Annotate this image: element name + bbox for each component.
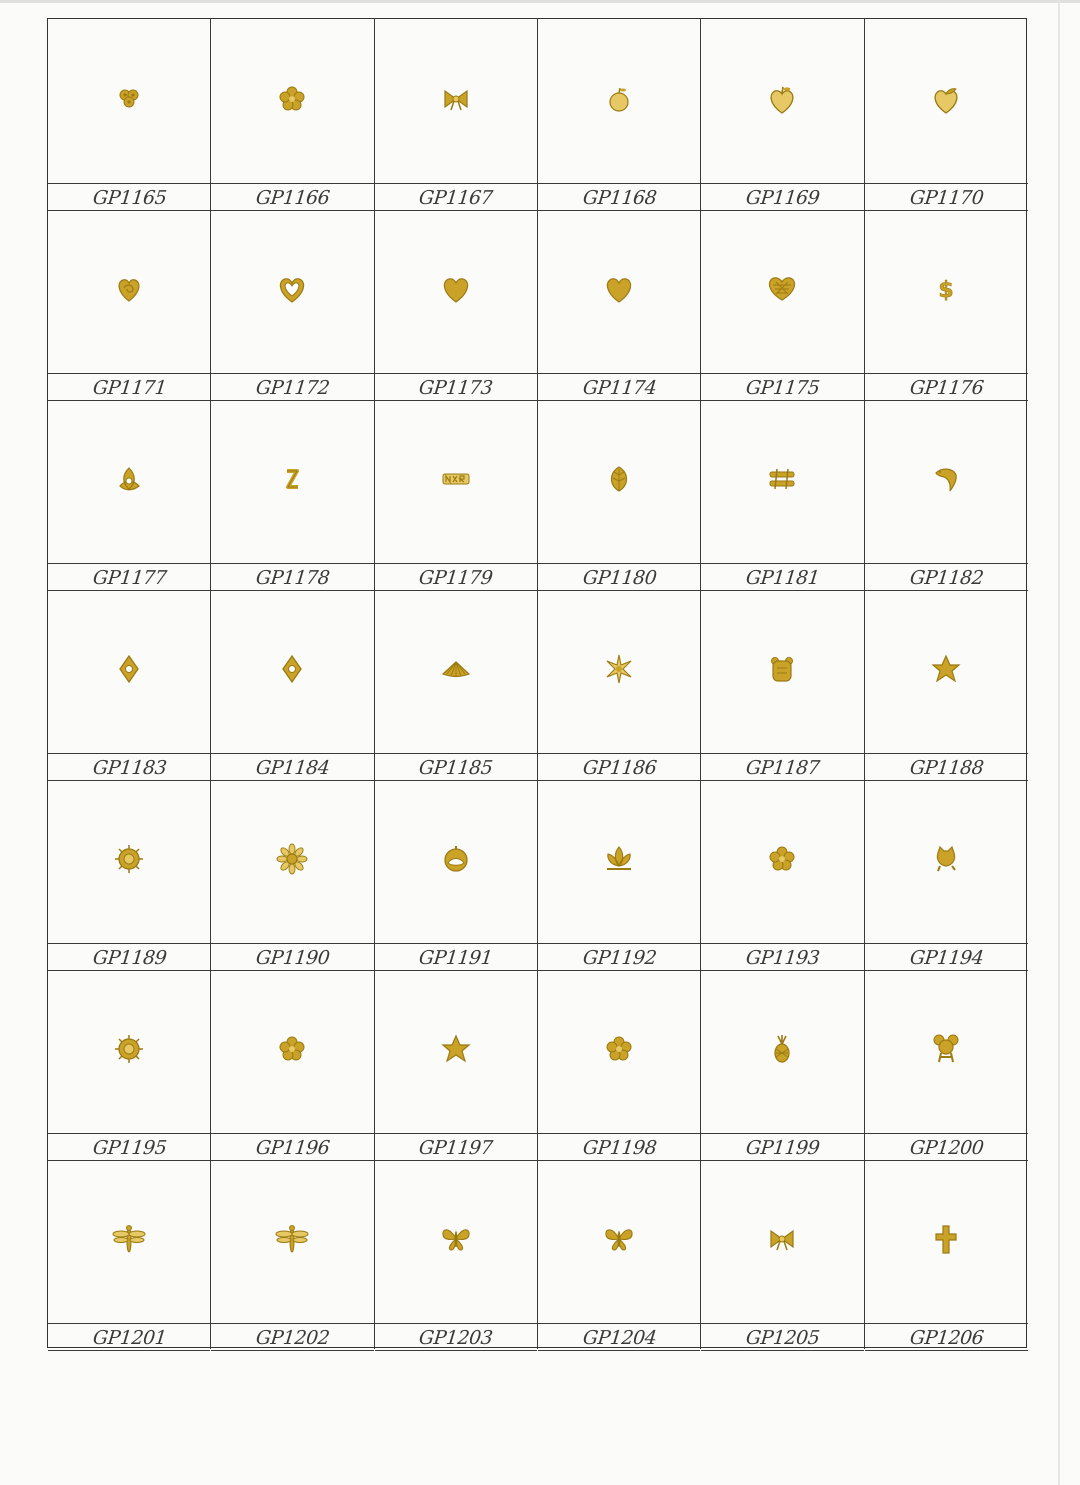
dragonfly-icon: [272, 1219, 312, 1263]
dollar-icon: [926, 269, 966, 313]
bow-icon: [436, 79, 476, 123]
charm-cell[interactable]: [48, 969, 211, 1159]
bear-icon: [762, 649, 802, 693]
charm-image-area: [865, 589, 1028, 753]
charm-image-area: [865, 19, 1028, 183]
charm-image-area: [375, 209, 537, 373]
code-label-band: [701, 1133, 863, 1161]
code-label-band: [865, 1323, 1028, 1351]
product-code: GP1175: [744, 377, 821, 399]
code-label-band: [48, 1133, 210, 1161]
product-code: GP1196: [254, 1137, 331, 1159]
charm-cell[interactable]: [701, 589, 864, 779]
heart-swirl-icon: [109, 269, 149, 313]
sun-icon: [109, 839, 149, 883]
charm-image-area: [375, 1159, 537, 1323]
star-icon: [436, 1029, 476, 1073]
charm-image-area: [538, 589, 700, 753]
code-label-band: [701, 373, 863, 401]
flower-icon: [272, 1029, 312, 1073]
letter-icon: [272, 459, 312, 503]
code-label-band: [701, 563, 863, 591]
code-label-band: [375, 183, 537, 211]
charm-cell[interactable]: [48, 589, 211, 779]
charm-cell[interactable]: [701, 969, 864, 1159]
charm-cell[interactable]: [211, 1159, 374, 1349]
sun-icon: [109, 1029, 149, 1073]
code-label-band: [538, 753, 700, 781]
charm-image-area: [375, 589, 537, 753]
charm-cell[interactable]: [48, 399, 211, 589]
charm-image-area: [538, 969, 700, 1133]
code-label-band: [701, 943, 863, 971]
charm-image-area: [211, 969, 373, 1133]
charm-image-area: [701, 969, 863, 1133]
charm-cell[interactable]: [538, 399, 701, 589]
charm-cell[interactable]: [538, 209, 701, 399]
code-label-band: [538, 943, 700, 971]
code-label-band: [538, 373, 700, 401]
product-code: GP1179: [418, 567, 494, 589]
charm-cell[interactable]: [211, 589, 374, 779]
charm-image-area: [701, 589, 863, 753]
charm-image-area: [865, 399, 1028, 563]
svg-text:$: $: [938, 278, 954, 303]
flower-icon: [599, 1029, 639, 1073]
product-code: GP1198: [581, 1137, 658, 1159]
code-label-band: [538, 183, 700, 211]
charm-image-area: [211, 399, 373, 563]
code-label-band: [375, 563, 537, 591]
product-code: GP1180: [581, 567, 658, 589]
pineapple-icon: [762, 1029, 802, 1073]
scan-edge-right: [1058, 0, 1060, 1485]
code-label-band: [865, 943, 1028, 971]
charm-row: [48, 209, 1026, 399]
charm-image-area: [538, 779, 700, 943]
charm-cell[interactable]: [211, 19, 374, 209]
code-label-band: [865, 373, 1028, 401]
charm-cell[interactable]: [865, 19, 1028, 209]
charm-image-area: [48, 779, 210, 943]
code-label-band: [538, 1323, 700, 1351]
charm-image-area: [701, 779, 863, 943]
charm-cell[interactable]: [375, 399, 538, 589]
equals-icon: [762, 459, 802, 503]
product-code: GP1176: [908, 377, 985, 399]
code-label-band: [375, 753, 537, 781]
code-label-band: [538, 563, 700, 591]
charm-image-area: [865, 1159, 1028, 1323]
charm-image-area: [538, 19, 700, 183]
code-label-band: [865, 1133, 1028, 1161]
flower-icon: [272, 79, 312, 123]
charm-image-area: [538, 1159, 700, 1323]
code-label-band: [211, 373, 373, 401]
charm-cell[interactable]: [211, 969, 374, 1159]
charm-row: [48, 779, 1026, 969]
charm-cell[interactable]: [375, 1159, 538, 1349]
code-label-band: [48, 183, 210, 211]
triquetra-icon: [109, 459, 149, 503]
flower-icon: [762, 839, 802, 883]
product-code: GP1174: [581, 377, 658, 399]
product-code: GP1186: [581, 757, 658, 779]
code-label-band: [865, 183, 1028, 211]
charm-cell[interactable]: [48, 19, 211, 209]
charm-cell[interactable]: [48, 209, 211, 399]
product-code: GP1194: [908, 947, 985, 969]
product-code: GP1192: [581, 947, 658, 969]
code-label-band: [48, 753, 210, 781]
filigree-heart-icon: [762, 269, 802, 313]
charm-image-area: [211, 19, 373, 183]
open-heart-icon: [272, 269, 312, 313]
scan-edge-top: [0, 0, 1080, 3]
bow-icon: [762, 1219, 802, 1263]
charm-image-area: [701, 19, 863, 183]
product-code: GP1203: [418, 1327, 494, 1349]
charm-image-area: [538, 209, 700, 373]
charm-cell[interactable]: [48, 779, 211, 969]
product-code: GP1205: [744, 1327, 821, 1349]
charm-cell[interactable]: [375, 589, 538, 779]
code-label-band: [48, 373, 210, 401]
product-code: GP1202: [254, 1327, 331, 1349]
product-code: GP1206: [908, 1327, 985, 1349]
code-label-band: [48, 943, 210, 971]
product-code: GP1200: [908, 1137, 985, 1159]
diamond-icon: [272, 649, 312, 693]
charm-cell[interactable]: [538, 19, 701, 209]
product-code: GP1183: [91, 757, 168, 779]
product-code: GP1184: [254, 757, 331, 779]
shell-icon: [436, 839, 476, 883]
mouse-icon: [926, 1029, 966, 1073]
charm-cell[interactable]: [538, 779, 701, 969]
cat-icon: [926, 839, 966, 883]
charm-cell[interactable]: [211, 209, 374, 399]
heart-leaf-icon: [926, 79, 966, 123]
charm-row: [48, 1159, 1026, 1349]
code-label-band: [701, 1323, 863, 1351]
charm-row: [48, 399, 1026, 589]
charm-image-area: [375, 399, 537, 563]
product-code: GP1173: [418, 377, 494, 399]
butterfly-icon: [599, 1219, 639, 1263]
product-code: GP1204: [581, 1327, 658, 1349]
charm-cell[interactable]: [865, 399, 1028, 589]
apple-icon: [599, 79, 639, 123]
name-plate-icon: [436, 459, 476, 503]
charm-cell[interactable]: [701, 399, 864, 589]
heart-icon: [599, 269, 639, 313]
code-label-band: [701, 183, 863, 211]
charm-cell[interactable]: [865, 1159, 1028, 1349]
code-label-band: [211, 943, 373, 971]
charm-image-area: [701, 209, 863, 373]
charm-image-area: [865, 209, 1028, 373]
charm-row: [48, 589, 1026, 779]
diamond-icon: [109, 649, 149, 693]
charm-image-area: [211, 589, 373, 753]
product-code: GP1166: [254, 187, 331, 209]
product-code: GP1195: [91, 1137, 168, 1159]
charm-image-area: [375, 779, 537, 943]
charm-image-area: [865, 779, 1028, 943]
product-code: GP1188: [908, 757, 985, 779]
charm-image-area: [48, 1159, 210, 1323]
charm-image-area: [375, 969, 537, 1133]
charm-cell[interactable]: [701, 779, 864, 969]
charm-cell[interactable]: [211, 779, 374, 969]
code-label-band: [865, 563, 1028, 591]
product-code: GP1172: [254, 377, 331, 399]
product-code: GP1197: [418, 1137, 494, 1159]
product-code: GP1191: [418, 947, 494, 969]
flower-cluster-icon: [109, 79, 149, 123]
code-label-band: [538, 1133, 700, 1161]
charm-image-area: [375, 19, 537, 183]
product-code: GP1193: [744, 947, 821, 969]
code-label-band: [375, 1133, 537, 1161]
fan-icon: [436, 649, 476, 693]
charm-image-area: [48, 19, 210, 183]
lotus-icon: [599, 839, 639, 883]
dolphin-icon: [926, 459, 966, 503]
code-label-band: [375, 943, 537, 971]
charm-cell[interactable]: [375, 209, 538, 399]
code-label-band: [211, 183, 373, 211]
charm-cell[interactable]: [375, 969, 538, 1159]
product-code: GP1187: [744, 757, 821, 779]
product-code: GP1185: [418, 757, 494, 779]
product-code: GP1181: [744, 567, 821, 589]
charm-row: [48, 969, 1026, 1159]
sunflower-icon: [272, 839, 312, 883]
charm-cell[interactable]: [701, 209, 864, 399]
charm-cell[interactable]: [538, 589, 701, 779]
product-code: GP1169: [744, 187, 821, 209]
code-label-band: [865, 753, 1028, 781]
apple-heart-icon: [762, 79, 802, 123]
code-label-band: [211, 753, 373, 781]
product-code: GP1178: [254, 567, 331, 589]
product-code: GP1189: [91, 947, 168, 969]
charm-image-area: [48, 209, 210, 373]
code-label-band: [211, 1323, 373, 1351]
leaf-icon: [599, 459, 639, 503]
product-code: GP1199: [744, 1137, 821, 1159]
charm-image-area: [865, 969, 1028, 1133]
code-label-band: [211, 563, 373, 591]
code-label-band: [375, 373, 537, 401]
charm-cell[interactable]: [701, 19, 864, 209]
product-code: GP1170: [908, 187, 985, 209]
product-code: GP1168: [581, 187, 658, 209]
star-icon: [926, 649, 966, 693]
product-code: GP1167: [418, 187, 494, 209]
charm-cell[interactable]: [538, 969, 701, 1159]
butterfly-icon: [436, 1219, 476, 1263]
product-code: GP1177: [91, 567, 168, 589]
code-label-band: [701, 753, 863, 781]
product-code: GP1201: [91, 1327, 168, 1349]
charm-cell[interactable]: [701, 1159, 864, 1349]
charm-cell[interactable]: [865, 969, 1028, 1159]
charm-image-area: [701, 1159, 863, 1323]
heart-icon: [436, 269, 476, 313]
code-label-band: [48, 1323, 210, 1351]
charm-cell[interactable]: [48, 1159, 211, 1349]
cross-icon: [926, 1219, 966, 1263]
charm-cell[interactable]: [375, 19, 538, 209]
charm-image-area: [48, 399, 210, 563]
charm-image-area: [48, 969, 210, 1133]
charm-cell[interactable]: [538, 1159, 701, 1349]
charm-cell[interactable]: [211, 399, 374, 589]
charm-image-area: [538, 399, 700, 563]
code-label-band: [48, 563, 210, 591]
charm-image-area: [48, 589, 210, 753]
dragonfly-icon: [109, 1219, 149, 1263]
charm-cell[interactable]: [865, 209, 1028, 399]
charm-image-area: [211, 209, 373, 373]
charm-cell[interactable]: [865, 589, 1028, 779]
product-code: GP1190: [254, 947, 331, 969]
code-label-band: [211, 1133, 373, 1161]
charm-cell[interactable]: [865, 779, 1028, 969]
code-label-band: [375, 1323, 537, 1351]
charm-image-area: [211, 779, 373, 943]
charm-grid: [47, 18, 1027, 1348]
charm-row: [48, 19, 1026, 209]
charm-image-area: [211, 1159, 373, 1323]
charm-image-area: [701, 399, 863, 563]
charm-cell[interactable]: [375, 779, 538, 969]
product-code: GP1165: [91, 187, 168, 209]
product-code: GP1171: [91, 377, 168, 399]
product-code: GP1182: [908, 567, 985, 589]
star-flower-icon: [599, 649, 639, 693]
